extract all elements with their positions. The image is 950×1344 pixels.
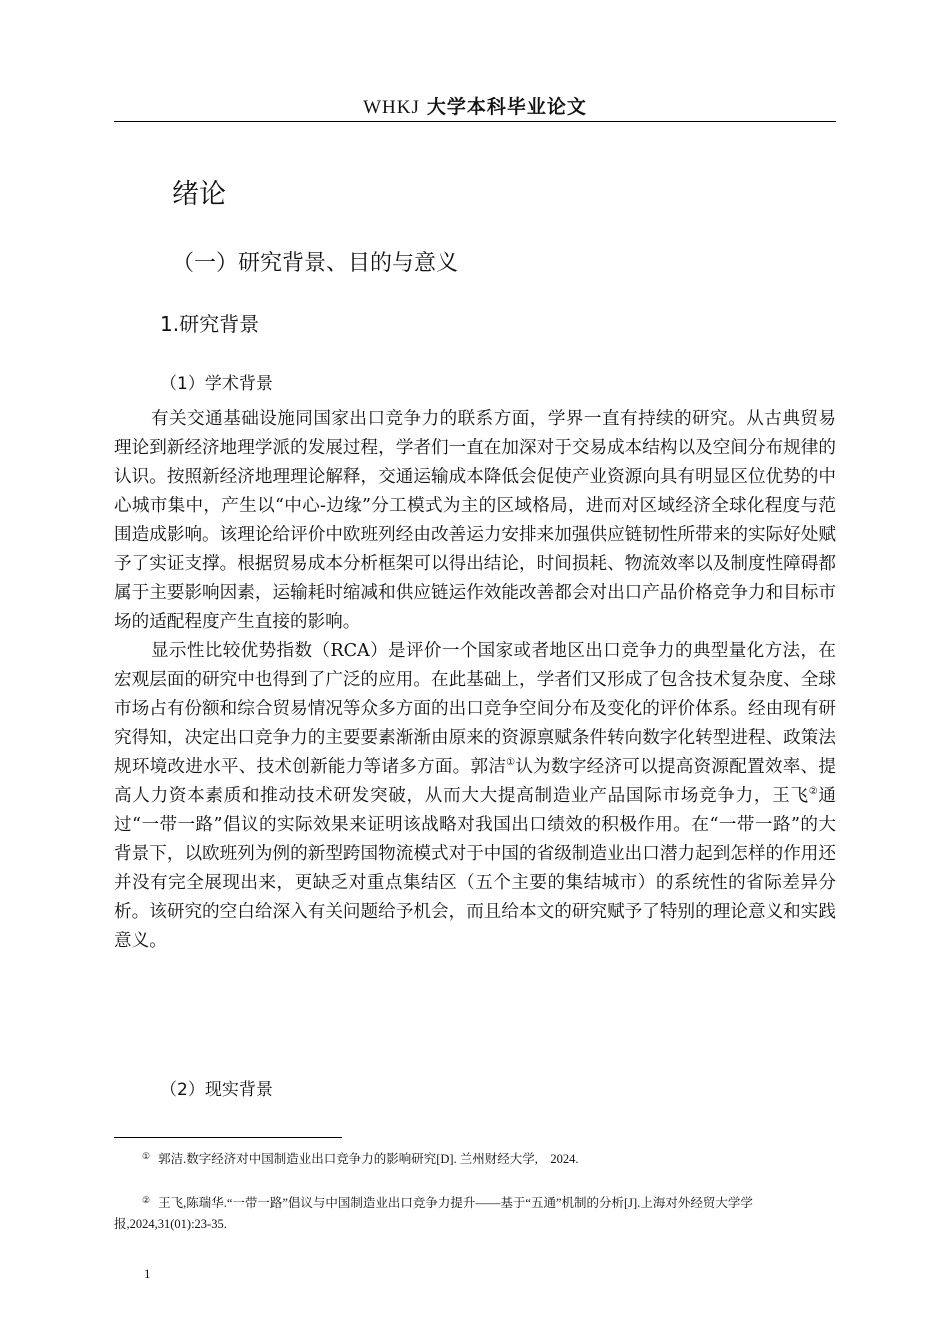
footnote-ref-2[interactable]: ② [808, 786, 819, 797]
footnote-ref-1[interactable]: ① [506, 757, 516, 768]
page-number: 1 [144, 1266, 151, 1281]
paragraph-2-part-a: 显示性比较优势指数（RCA）是评价一个国家或者地区出口竞争力的典型量化方法，在宏观层面的研究中也得到了广泛的应用。在此基础上，学者们又形成了包含技术复杂度、全球市场占有份额和综合贸易情况等众多方面的出口竞争空间分布及变化的评价体系。经由现有研究得知，决定出口竞争力的主要要素渐渐由原来的资源禀赋条件转向数字化转型进程、政策法规环境改进水平、技术创新能力等诸多方面。郭洁 [114, 641, 836, 777]
chapter-heading: 绪论 [172, 179, 226, 210]
footnote-text-2: 王飞,陈瑞华.“一带一路”倡议与中国制造业出口竞争力提升——基于“五通”机制的分析[J].上海对外经贸大学学报,2024,31(01):23-35. [114, 1196, 753, 1231]
subsection-heading: 1.研究背景 [160, 312, 260, 336]
header-rule [114, 121, 836, 122]
section-heading: （一）研究背景、目的与意义 [172, 251, 459, 276]
body-text [114, 405, 836, 956]
footnote-1 [114, 1146, 836, 1170]
paragraph-1: 有关交通基础设施同国家出口竞争力的联系方面，学界一直有持续的研究。从古典贸易理论到新经济地理学派的发展过程，学者们一直在加深对于交易成本结构以及空间分布规律的认识。按照新经济地理理论解释，交通运输成本降低会促使产业资源向具有明显区位优势的中心城市集中，产生以“中心-边缘”分工模式为主的区域格局，进而对区域经济全球化程度与范围造成影响。该理论给评价中欧班列经由改善运力安排来加强供应链韧性所带来的实际好处赋予了实证支撑。根据贸易成本分析框架可以得出结论，时间损耗、物流效率以及制度性障碍都属于主要影响因素，运输耗时缩减和供应链运作效能改善都会对出口产品价格竞争力和目标市场的适配程度产生直接的影响。 [114, 409, 836, 632]
subsubsection-heading-practical: （2）现实背景 [160, 1080, 273, 1100]
subsubsection-heading-academic: （1）学术背景 [160, 374, 273, 394]
header-code: WHKJ [363, 97, 420, 118]
page-header [114, 92, 836, 119]
paragraph-2-part-c: 通过“一带一路”倡议的实际效果来证明该战略对我国出口绩效的积极作用。在“一带一路”的大背景下，以欧班列为例的新型跨国物流模式对于中国的省级制造业出口潜力起到怎样的作用还并没有完全展现出来，更缺乏对重点集结区（五个主要的集结城市）的系统性的省际差异分析。该研究的空白给深入有关问题给予机会，而且给本文的研究赋予了特别的理论意义和实践意义。 [114, 786, 836, 951]
footnote-mark-1: ① [142, 1151, 151, 1161]
footnote-text-1: 郭洁.数字经济对中国制造业出口竞争力的影响研究[D]. 兰州财经大学, 2024. [158, 1152, 579, 1166]
footnote-2 [114, 1190, 836, 1235]
paragraph-2 [114, 637, 836, 956]
footnote-rule [114, 1137, 342, 1138]
paragraph-2-part-b: 认为数字经济可以提高资源配置效率、提高人力资本素质和推动技术研发突破，从而大大提高制造业产品国际市场竞争力，王飞 [114, 757, 836, 806]
header-title: 大学本科毕业论文 [426, 96, 587, 118]
footnote-mark-2: ② [142, 1195, 151, 1205]
